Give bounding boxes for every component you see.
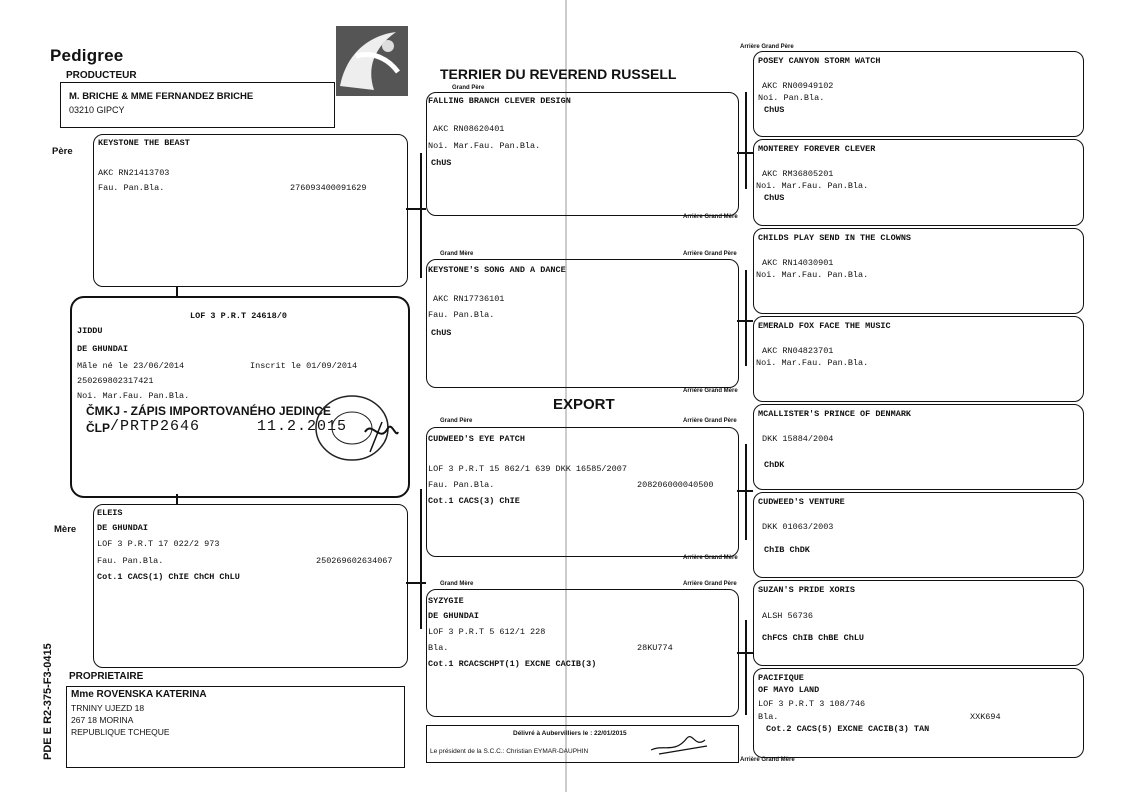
ggp-6-titles: ChIB ChDK [764,545,810,555]
ggp-4-name: EMERALD FOX FACE THE MUSIC [758,321,891,331]
connector [176,286,178,296]
agp-label: Arrière Grand Père [683,418,737,424]
connector [745,92,747,189]
ggp-7-reg: ALSH 56736 [762,611,814,621]
connector [406,208,426,210]
connector [420,489,422,629]
dam-name: ELEIS [97,508,123,518]
subject-box [70,296,410,498]
gm1-name: KEYSTONE'S SONG AND A DANCE [428,265,566,275]
agm-label: Arrière Grand Mère [683,214,738,220]
ggp-8-kennel: OF MAYO LAND [758,685,820,695]
ggp-1-color: Noi. Pan.Bla. [758,93,825,103]
gm2-kennel: DE GHUNDAI [428,611,480,621]
scc-logo-image [336,26,408,96]
gp2-name: CUDWEED'S EYE PATCH [428,434,525,444]
ggp-2-titles: ChUS [764,193,785,203]
agm-label: Arrière Grand Mère [683,388,738,394]
delivered-text: Délivré à Aubervilliers le : 22/01/2015 [513,730,627,737]
sire-reg: AKC RN21413703 [98,168,170,178]
gp1-titles: ChUS [431,158,452,168]
gm2-color: Bla. [428,643,449,653]
owner-box [66,686,405,768]
ggp-5-titles: ChDK [764,460,785,470]
delivery-box [426,725,739,763]
ggp-3-reg: AKC RN14030901 [762,258,834,268]
agm-label: Arrière Grand Mère [683,555,738,561]
president-text: Le président de la S.C.C.: Christian EYMAR-DAUPHIN [430,748,589,755]
owner-street: TRNINY UJEZD 18 [71,703,145,713]
subject-birth: Mâle né le 23/06/2014 [77,361,185,371]
ggp-box-5 [753,404,1084,490]
import-stamp-line: ČMKJ - ZÁPIS IMPORTOVANÉHO JEDINCE [86,404,331,418]
producer-box [60,82,335,128]
ggp-3-name: CHILDS PLAY SEND IN THE CLOWNS [758,233,912,243]
subject-registered: Inscrit le 01/09/2014 [250,361,358,371]
ggp-box-8 [753,668,1084,758]
ggp-8-titles: Cot.2 CACS(5) EXCNE CACIB(3) TAN [766,724,930,734]
ggp-5-name: MCALLISTER'S PRINCE OF DENMARK [758,409,912,419]
gm2-box [426,589,739,717]
dam-chip: 250269602634067 [316,556,393,566]
sire-label: Père [52,146,73,157]
dam-kennel: DE GHUNDAI [97,523,149,533]
owner-country: REPUBLIQUE TCHEQUE [71,727,170,737]
ggp-2-reg: AKC RM36805201 [762,169,834,179]
ggp-box-1 [753,51,1084,137]
gp2-box [426,427,739,557]
ggp-box-3 [753,228,1084,314]
gp1-reg: AKC RN08620401 [433,124,505,134]
ggp-7-titles: ChFCS ChIB ChBE ChLU [762,633,865,643]
agp-label: Arrière Grand Père [740,44,794,50]
gm2-name: SYZYGIE [428,596,464,606]
document-title: Pedigree [50,46,124,65]
ggp-3-color: Noi. Mar.Fau. Pan.Bla. [756,270,869,280]
connector [176,494,178,504]
gp2-label: Grand Père [440,418,473,424]
ggp-2-name: MONTEREY FOREVER CLEVER [758,144,876,154]
gm1-label: Grand Mère [440,251,474,257]
producer-name: M. BRICHE & MME FERNANDEZ BRICHE [69,91,254,102]
ggp-box-7 [753,580,1084,666]
producer-label: PRODUCTEUR [66,70,137,81]
owner-city: 267 18 MORINA [71,715,134,725]
export-title: EXPORT [553,396,615,413]
dam-color: Fau. Pan.Bla. [97,556,164,566]
owner-label: PROPRIETAIRE [69,671,144,682]
owner-name: Mme ROVENSKA KATERINA [71,689,207,700]
ggp-6-reg: DKK 01063/2003 [762,522,834,532]
subject-name: JIDDU [77,326,103,336]
ggp-5-reg: DKK 15884/2004 [762,434,834,444]
dam-label: Mère [54,524,77,535]
gp2-reg: LOF 3 P.R.T 15 862/1 639 DKK 16585/2007 [428,464,627,474]
gp2-chip: 208206000040500 [637,480,714,490]
gp1-label: Grand Père [452,85,485,91]
ggp-6-name: CUDWEED'S VENTURE [758,497,845,507]
dam-lof: LOF 3 P.R.T 17 022/2 973 [97,539,220,549]
gm2-titles: Cot.1 RCACSCHPT(1) EXCNE CACIB(3) [428,659,597,669]
gm2-label: Grand Mère [440,581,474,587]
ggp-1-name: POSEY CANYON STORM WATCH [758,56,881,66]
gm2-chip: 28KU774 [637,643,673,653]
ggp-1-titles: ChUS [764,105,785,115]
sire-chip: 276093400091629 [290,183,367,193]
gp1-box [426,92,739,216]
ggp-4-reg: AKC RN04823701 [762,346,834,356]
sire-name: KEYSTONE THE BEAST [98,138,190,148]
president-signature-image [649,730,711,758]
ggp-box-6 [753,492,1084,578]
ggp-2-color: Noi. Mar.Fau. Pan.Bla. [756,181,869,191]
subject-lof: LOF 3 P.R.T 24618/0 [190,311,287,321]
side-code: PDE E R2-375-F3-0415 [42,643,54,760]
connector [745,444,747,540]
connector [406,582,426,584]
ggp-box-2 [753,139,1084,226]
agp-label: Arrière Grand Père [683,581,737,587]
agm-label: Arrière Grand Mère [740,757,795,763]
subject-color: Noi. Mar.Fau. Pan.Bla. [77,391,190,401]
subject-chip: 250269802317421 [77,376,154,386]
ggp-8-color: Bla. [758,712,779,722]
connector [745,620,747,715]
gp2-color: Fau. Pan.Bla. [428,480,495,490]
ggp-7-name: SUZAN'S PRIDE XORIS [758,585,855,595]
gm1-color: Fau. Pan.Bla. [428,310,495,320]
gp1-name: FALLING BRANCH CLEVER DESIGN [428,96,571,106]
gm1-box [426,259,739,388]
gp2-titles: Cot.1 CACS(3) ChIE [428,496,520,506]
breed-title: TERRIER DU REVEREND RUSSELL [440,66,677,82]
subject-kennel: DE GHUNDAI [77,344,129,354]
connector [745,270,747,366]
agp-label: Arrière Grand Père [683,251,737,257]
ggp-1-reg: AKC RN00949102 [762,81,834,91]
gm1-reg: AKC RN17736101 [433,294,505,304]
ggp-box-4 [753,316,1084,402]
clp-prefix: ČLP [86,421,110,435]
gm1-titles: ChUS [431,328,452,338]
connector [420,153,422,278]
ggp-4-color: Noi. Mar.Fau. Pan.Bla. [756,358,869,368]
official-seal-image [310,392,400,464]
ggp-8-reg: LOF 3 P.R.T 3 108/746 [758,699,866,709]
dam-box [93,504,408,668]
gp1-color: Noi. Mar.Fau. Pan.Bla. [428,141,541,151]
gm2-reg: LOF 3 P.R.T 5 612/1 228 [428,627,546,637]
stamp-date: 11.2.2015 [257,418,348,435]
sire-box [93,134,408,287]
producer-address: 03210 GIPCY [69,105,125,115]
sire-color: Fau. Pan.Bla. [98,183,165,193]
clp-number: /PRTP2646 [110,418,201,435]
dam-titles: Cot.1 CACS(1) ChIE ChCH ChLU [97,572,240,582]
ggp-8-chip: XXK694 [970,712,1001,722]
ggp-8-name: PACIFIQUE [758,673,804,683]
